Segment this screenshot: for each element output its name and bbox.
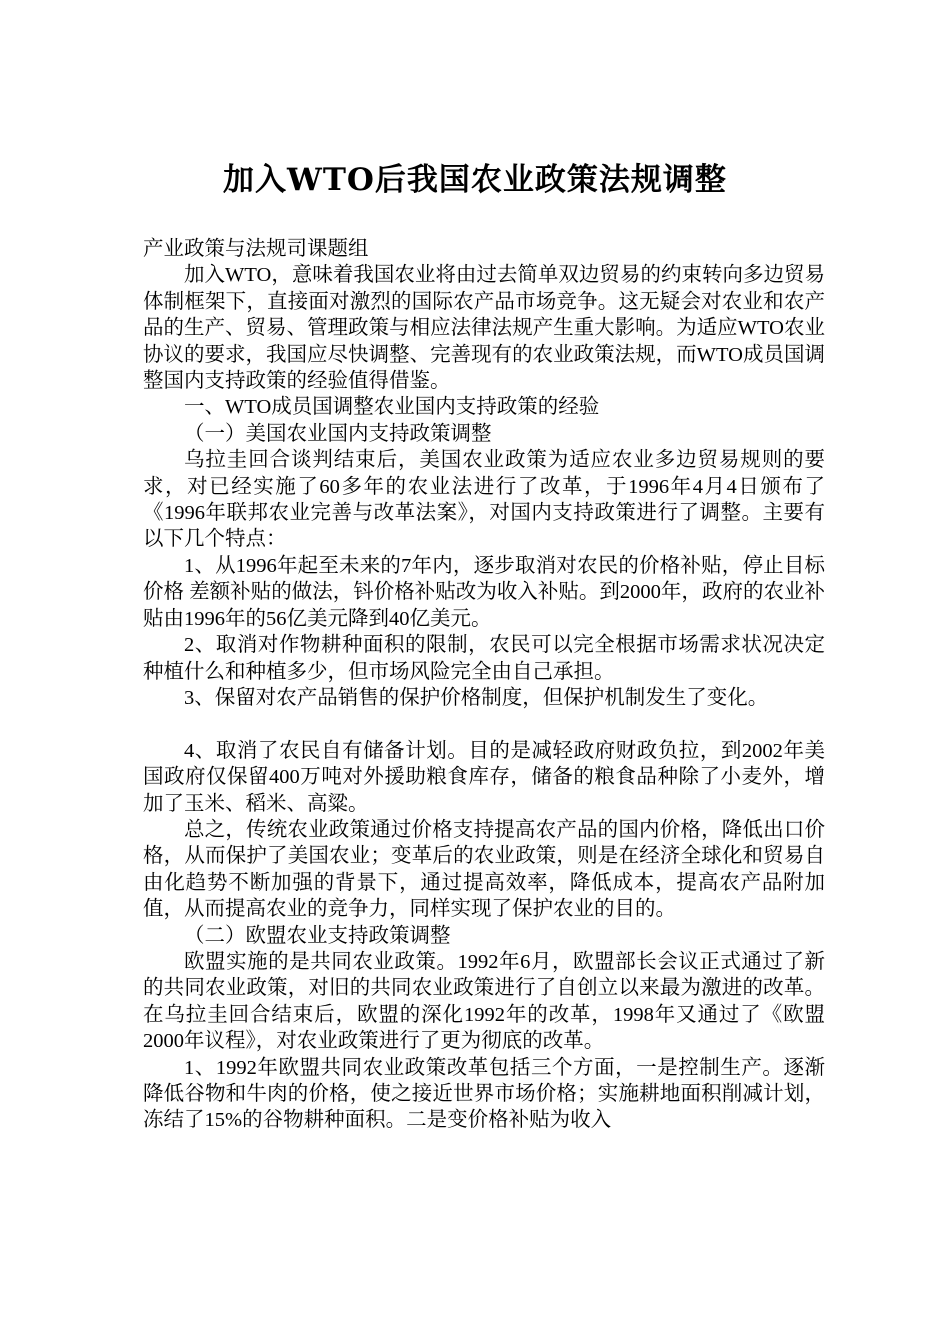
paragraph: 总之，传统农业政策通过价格支持提高农产品的国内价格，降低出口价格，从而保护了美国农业；变革后的农业政策，则是在经济全球化和贸易自由化趋势不断加强的背景下，通过提高效率，降低成本，提高农产品附加值，从而提高农业的竞争力，同样实现了保护农业的目的。 [143, 818, 825, 921]
list-item: 1、从1996年起至未来的7年内，逐步取消对农民的价格补贴，停止目标价格 差额补贴的做法，钭价格补贴改为收入补贴。到2000年，政府的农业补贴由1996年的56亿美元降到40亿美元。 [143, 554, 825, 630]
paragraph: 乌拉圭回合谈判结束后，美国农业政策为适应农业多边贸易规则的要求，对已经实施了60多年的农业法进行了改革，于1996年4月4日颁布了《1996年联邦农业完善与改革法案》，对国内支持政策进行了调整。主要有以下几个特点： [143, 449, 825, 551]
list-item: 3、保留对农产品销售的保护价格制度，但保护机制发生了变化。 [184, 686, 769, 709]
list-item: 4、取消了农民自有储备计划。目的是减轻政府财政负拉，到2002年美国政府仅保留400万吨对外援助粮食库存，储备的粮食品种除了小麦外，增加了玉米、稻米、高粱。 [143, 739, 825, 815]
section-heading: 一、WTO成员国调整农业国内支持政策的经验 [184, 396, 600, 419]
author-line: 产业政策与法规司课题组 [143, 238, 369, 260]
list-item: 2、取消对作物耕种面积的限制，农民可以完全根据市场需求状况决定种植什么和种植多少，但市场风险完全由自己承担。 [143, 634, 825, 683]
blank-line [143, 711, 825, 737]
subsection-heading: （一）美国农业国内支持政策调整 [184, 422, 492, 445]
document-title: 加入WTO后我国农业政策法规调整 [223, 162, 727, 198]
paragraph: 加入WTO，意味着我国农业将由过去简单双边贸易的约束转向多边贸易体制框架下，直接面对激烈的国际农产品市场竞争。这无疑会对农业和农产品的生产、贸易、管理政策与相应法律法规产生重大影响。为适应WTO农业协议的要求，我国应尽快调整、完善现有的农业政策法规，而WTO成员国调整国内支持政策的经验值得借鉴。 [143, 264, 825, 393]
document-body [143, 236, 825, 1134]
paragraph: 欧盟实施的是共同农业政策。1992年6月，欧盟部长会议正式通过了新的共同农业政策，对旧的共同农业政策进行了自创立以来最为激进的改革。在乌拉圭回合结束后，欧盟的深化1992年的改革，1998年又通过了《欧盟2000年议程》，对农业政策进行了更为彻底的改革。 [143, 950, 825, 1053]
subsection-heading: （二）欧盟农业支持政策调整 [184, 924, 451, 947]
list-item: 1、1992年欧盟共同农业政策改革包括三个方面，一是控制生产。逐渐降低谷物和牛肉的价格，使之接近世界市场价格；实施耕地面积削减计划，冻结了15%的谷物耕种面积。二是变价格补贴为收入 [143, 1056, 825, 1132]
